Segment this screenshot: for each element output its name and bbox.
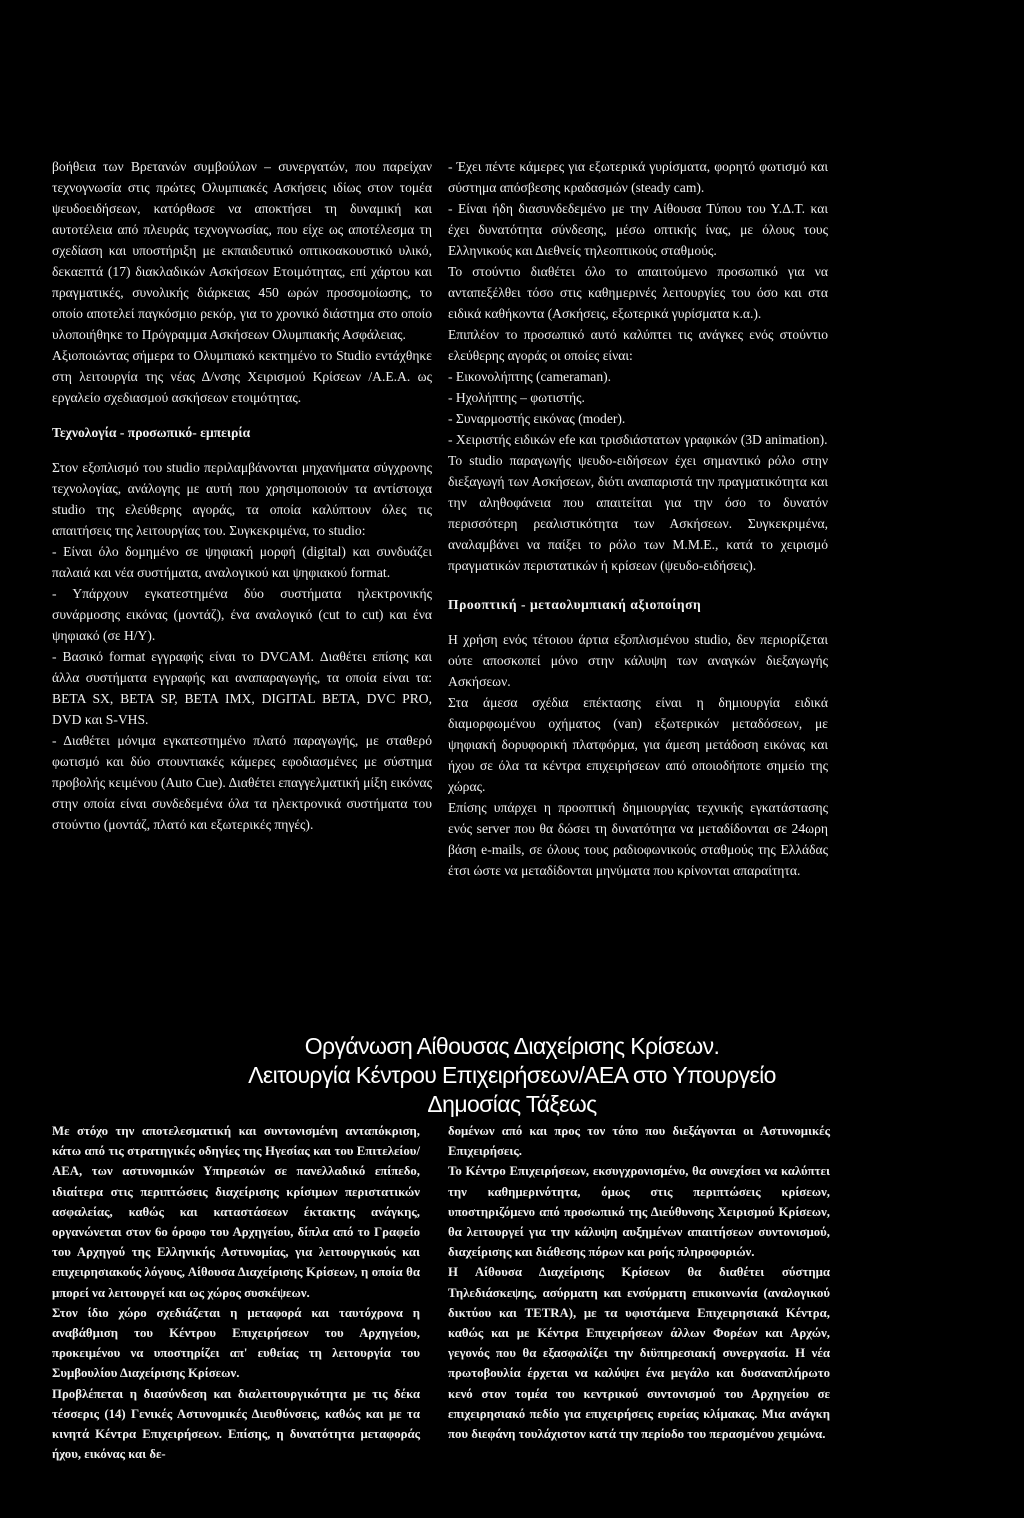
heading-technology-personnel: Τεχνολογία - προσωπικό- εμπειρία [52,425,251,440]
section-title-line-1: Οργάνωση Αίθουσας Διαχείρισης Κρίσεων. [304,1033,720,1059]
left-column-bottom [52,1121,420,1464]
paragraph-british-advisors: βοήθεια των Βρετανών συμβούλων – συνεργατών, που παρείχαν τεχνογνωσία στις πρώτες Ολυμπιακές Ασκήσεις ιδίως στον τομέα ψευδοειδήσεων, κατόρθωσε να αποκτήσει τη δυναμική και αυτοτέλεια από πλευράς τεχνογνωσίας, που είχε ως αποτέλεσμα τη σχεδίαση και υποστήριξη με εκπαιδευτικό οπτικοακουστικό υλικό, δεκαεπτά (17) διακλαδικών Ασκήσεων Ετοιμότητας, επί χάρτου και πραγματικές, συνολικής διάρκειας 450 ωρών προσομοίωσης, το οποίο αποτελεί παγκόσμιο ρεκόρ, για το χρονικό διάστημα στο οποίο υλοποιήθηκε το Πρόγραμμα Ασκήσεων Ολυμπιακής Ασφάλειας. [52,159,432,342]
section-title [92,1032,932,1119]
list-item-digital: - Είναι όλο δομημένο σε ψηφιακή μορφή (digital) και συνδυάζει παλαιά και νέα συστήματα, αναλογικού και ψηφιακού format. [52,544,432,580]
paragraph-expansion-plans: Στα άμεσα σχέδια επέκτασης είναι η δημιουργία ειδικά διαμορφωμένου οχήματος (van) εξωτερικών μεταδόσεων, με ψηφιακή δορυφορική πλατφόρμα, για άμεση μετάδοση εικόνας και ήχου σε όλα τα κέντρα επιχειρήσεων από οποιοδήποτε σημείο της χώρας. [448,695,828,794]
paragraph-modernized-center: Το Κέντρο Επιχειρήσεων, εκσυγχρονισμένο, θα συνεχίσει να καλύπτει την καθημερινότητα, όμως στις περιπτώσεις κρίσεων, υποστηριζόμενο από προσωπικό της Διεύθυνσης Χειρισμού Κρίσεων, θα λειτουργεί για την κάλυψη αυξημένων απαιτήσεων συντονισμού, διαχείρισης και διάθεσης πόρων και ροής πληροφοριών. [448,1164,830,1260]
paragraph-equipment: Στον εξοπλισμό του studio περιλαμβάνονται μηχανήματα σύγχρονης τεχνολογίας, ανάλογης με αυτή που χρησιμοποιούν τα αντίστοιχα studio της ελεύθερης αγοράς, τα οποία καλύπτουν όλες τις απαιτήσεις της λειτουργίας του. Συγκεκριμένα, το studio: [52,460,432,538]
paragraph-server: Επίσης υπάρχει η προοπτική δημιουργίας τεχνικής εγκατάστασης ενός server που θα δώσει τη δυνατότητα να μεταδίδονται σε 24ωρη βάση e-mails, σε όλους τους ραδιοφωνικούς σταθμούς της Ελλάδας έτσι ώστε να μεταδίδονται μηνύματα που κρίνονται απαραίτητα. [448,800,828,878]
list-item-graphics: - Χειριστής ειδικών efe και τρισδιάστατων γραφικών (3D animation). [448,432,828,447]
heading-prospects: Προοπτική - μεταολυμπιακή αξιοποίηση [448,597,702,612]
list-item-cameras: - Έχει πέντε κάμερες για εξωτερικά γυρίσματα, φορητό φωτισμό και σύστημα απόσβεσης κραδασμών (steady cam). [448,159,828,195]
paragraph-crisis-room: Με στόχο την αποτελεσματική και συντονισμένη ανταπόκριση, κάτω από τις στρατηγικές οδηγίες της Ηγεσίας και του Επιτελείου/ΑΕΑ, των αστυνομικών Υπηρεσιών σε πανελλαδικό επίπεδο, ιδιαίτερα στις περιπτώσεις διαχείρισης κρίσιμων περιστατικών ασφαλείας, καθώς και καταστάσεων έκτακτης ανάγκης, οργανώνεται στον 6ο όροφο του Αρχηγείου, δίπλα από το Γραφείο του Αρχηγού της Ελληνικής Αστυνομίας, για λειτουργικούς και επιχειρησιακούς λόγους, Αίθουσα Διαχείρισης Κρίσεων, η οποία θα μπορεί να λειτουργεί και ως χώρος συσκέψεων. [52,1124,420,1300]
paragraph-usage: Η χρήση ενός τέτοιου άρτια εξοπλισμένου studio, δεν περιορίζεται ούτε αποσκοπεί μόνο στην κάλυψη των αναγκών διεξαγωγής Ασκήσεων. [448,632,828,689]
right-column-bottom [448,1121,830,1444]
right-column-top [448,156,828,881]
paragraph-staff-needs: Επιπλέον το προσωπικό αυτό καλύπτει τις ανάγκες ενός στούντιο ελεύθερης αγοράς οι οποίες είναι: [448,327,828,363]
paragraph-operations-center: Στον ίδιο χώρο σχεδιάζεται η μεταφορά και ταυτόχρονα η αναβάθμιση του Κέντρου Επιχειρήσεων του Αρχηγείου, προκειμένου να υποστηρίζει απ' ευθείας τη λειτουργία του Συμβουλίου Διαχείρισης Κρίσεων. [52,1305,420,1381]
paragraph-olympic-legacy: Αξιοποιώντας σήμερα το Ολυμπιακό κεκτημένο το Studio εντάχθηκε στη λειτουργία της νέας Δ/νσης Χειρισμού Κρίσεων /Α.Ε.Α. ως εργαλείο σχεδιασμού ασκήσεων ετοιμότητας. [52,348,432,405]
list-item-production-set: - Διαθέτει μόνιμα εγκατεστημένο πλατό παραγωγής, με σταθερό φωτισμό και δύο στουντιακές κάμερες εφοδιασμένες με σύστημα προβολής κειμένου (Auto Cue). Διαθέτει επαγγελματική μίξη εικόνας στην οποία είναι συνδεδεμένα όλα τα ηλεκτρονικά συστήματα του στούντιο (μοντάζ, πλατό και εξωτερικές πηγές). [52,733,432,832]
list-item-editing-systems: - Υπάρχουν εγκατεστημένα δύο συστήματα ηλεκτρονικής συνάρμοσης εικόνας (μοντάζ), ένα αναλογικό (cut to cut) και ένα ψηφιακό (σε H/Y). [52,586,432,643]
paragraph-fake-news-role: Το studio παραγωγής ψευδο-ειδήσεων έχει σημαντικό ρόλο στην διεξαγωγή των Ασκήσεων, διότι αναπαριστά την πραγματικότητα και την αληθοφάνεια που απαιτείται για την όσο το δυνατόν περισσότερη ρεαλιστικότητα των Ασκήσεων. Συγκεκριμένα, αναλαμβάνει να παίξει το ρόλο των Μ.Μ.Ε., κατά το χειρισμό πραγματικών περιστατικών ή κρίσεων (ψευδο-ειδήσεις). [448,453,828,573]
section-title-line-3: Δημοσίας Τάξεως [427,1091,597,1117]
list-item-dvcam: - Βασικό format εγγραφής είναι το DVCAM. Διαθέτει επίσης και άλλα συστήματα εγγραφής και αναπαραγωγής, τα οποία είναι τα: BETA SX, BETA SP, BETA IMX, DIGITAL BETA, DVC PRO, DVD και S-VHS. [52,649,432,727]
paragraph-staff: Το στούντιο διαθέτει όλο το απαιτούμενο προσωπικό για να ανταπεξέλθει τόσο στις καθημερινές λειτουργίες του όσο και στα ειδικά καθήκοντα (Ασκήσεις, εξωτερικά γυρίσματα κ.α.). [448,264,828,321]
list-item-sound-lighting: - Ηχολήπτης – φωτιστής. [448,390,585,405]
list-item-cameraman: - Εικονολήπτης (cameraman). [448,369,612,384]
paragraph-data-transfer: δομένων από και προς τον τόπο που διεξάγονται οι Αστυνομικές Επιχειρήσεις. [448,1124,830,1159]
paragraph-interconnection: Προβλέπεται η διασύνδεση και διαλειτουργικότητα με τις δέκα τέσσερις (14) Γενικές Αστυνομικές Διευθύνσεις, καθώς και με τα κινητά Κέντρα Επιχειρήσεων. Επίσης, η δυνατότητα μεταφοράς ήχου, εικόνας και δε- [52,1386,420,1462]
list-item-press-room: - Είναι ήδη διασυνδεδεμένο με την Αίθουσα Τύπου του Υ.Δ.Τ. και έχει δυνατότητα σύνδεσης, μέσω οπτικής ίνας, με όλους τους Ελληνικούς και Διεθνείς τηλεοπτικούς σταθμούς. [448,201,828,258]
list-item-editor: - Συναρμοστής εικόνας (moder). [448,411,626,426]
left-column-top [52,156,432,835]
paragraph-teleconference: Η Αίθουσα Διαχείρισης Κρίσεων θα διαθέτει σύστημα Τηλεδιάσκεψης, ασύρματη και ενσύρματη επικοινωνία (αναλογικού δικτύου και TETRA), με τα υφιστάμενα Επιχειρησιακά Κέντρα, καθώς και με Κέντρα Επιχειρήσεων άλλων Φορέων και Αρχών, γεγονός που θα εξασφαλίζει την διϋπηρεσιακή συνεργασία. Η νέα πρωτοβουλία έρχεται να καλύψει ένα μεγάλο και δυσαναπλήρωτο κενό στον τομέα του κεντρικού συντονισμού του Αρχηγείου σε επιχειρησιακό πεδίο για επιχειρήσεις ευρείας κλίμακας. Μια ανάγκη που διεφάνη τουλάχιστον κατά την περίοδο του περασμένου χειμώνα. [448,1265,830,1442]
section-title-line-2: Λειτουργία Κέντρου Επιχειρήσεων/ΑΕΑ στο Υπουργείο [248,1062,776,1088]
